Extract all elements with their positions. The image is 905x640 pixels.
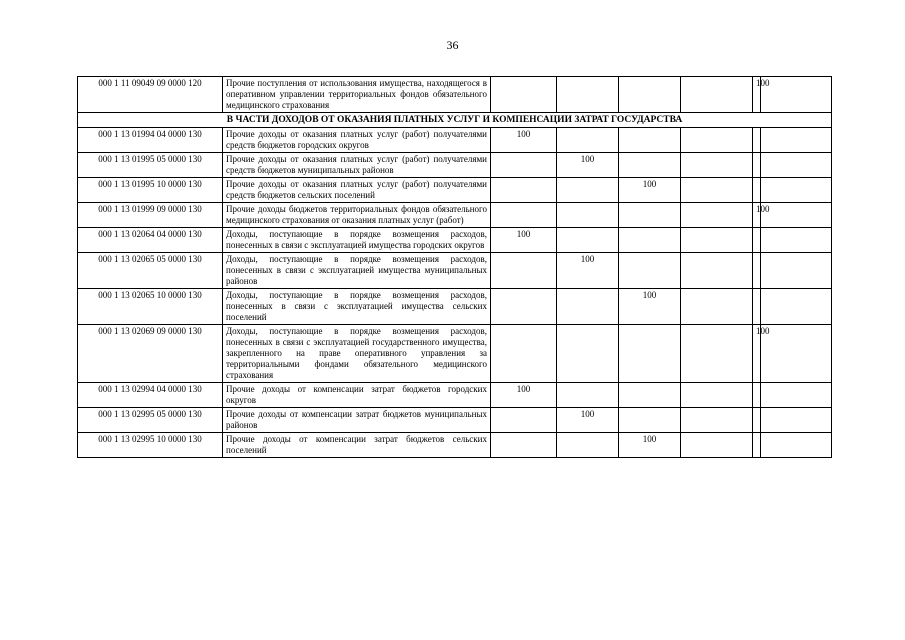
empty-value-cell [491, 77, 557, 113]
revenue-description-cell: Прочие доходы бюджетов территориальных фондов обязательного медицинского страхования от оказания платных услуг (работ) [223, 203, 491, 228]
percentage-value-cell: 100 [491, 383, 557, 408]
table-row [78, 325, 832, 383]
empty-value-cell [557, 383, 619, 408]
revenue-description-cell: Прочие доходы от оказания платных услуг (работ) получателями средств бюджетов сельских поселений [223, 178, 491, 203]
empty-value-cell [491, 325, 557, 383]
table-row [78, 433, 832, 458]
revenue-description-cell: Прочие доходы от компенсации затрат бюджетов городских округов [223, 383, 491, 408]
percentage-value-cell: 100 [619, 433, 681, 458]
empty-value-cell [557, 203, 619, 228]
empty-value-cell [557, 128, 619, 153]
percentage-value-cell: 100 [491, 228, 557, 253]
empty-value-cell [491, 433, 557, 458]
table-row [78, 289, 832, 325]
table-row [78, 77, 832, 113]
empty-value-cell [619, 253, 681, 289]
empty-value-cell [557, 289, 619, 325]
empty-value-cell [491, 203, 557, 228]
empty-value-cell [681, 253, 753, 289]
budget-code-cell: 000 1 13 02995 10 0000 130 [78, 433, 223, 458]
empty-value-cell [761, 408, 832, 433]
revenue-description-cell: Доходы, поступающие в порядке возмещения расходов, понесенных в связи с эксплуатацией имущества муниципальных районов [223, 253, 491, 289]
empty-value-cell [619, 153, 681, 178]
percentage-value-cell: 100 [753, 77, 761, 113]
budget-code-cell: 000 1 13 01994 04 0000 130 [78, 128, 223, 153]
revenue-description-cell: Прочие доходы от компенсации затрат бюджетов сельских поселений [223, 433, 491, 458]
empty-value-cell [619, 325, 681, 383]
budget-code-cell: 000 1 13 02065 10 0000 130 [78, 289, 223, 325]
table-body [78, 77, 832, 458]
empty-value-cell [753, 178, 761, 203]
empty-value-cell [681, 178, 753, 203]
empty-value-cell [753, 128, 761, 153]
empty-value-cell [619, 77, 681, 113]
budget-code-cell: 000 1 13 02995 05 0000 130 [78, 408, 223, 433]
percentage-value-cell: 100 [557, 253, 619, 289]
empty-value-cell [761, 433, 832, 458]
revenue-description-cell: Прочие доходы от компенсации затрат бюджетов муниципальных районов [223, 408, 491, 433]
empty-value-cell [761, 383, 832, 408]
table-row [78, 228, 832, 253]
revenue-description-cell: Доходы, поступающие в порядке возмещения расходов, понесенных в связи с эксплуатацией имущества городских округов [223, 228, 491, 253]
empty-value-cell [619, 383, 681, 408]
empty-value-cell [761, 325, 832, 383]
empty-value-cell [681, 325, 753, 383]
empty-value-cell [753, 153, 761, 178]
empty-value-cell [619, 203, 681, 228]
empty-value-cell [557, 77, 619, 113]
empty-value-cell [681, 433, 753, 458]
empty-value-cell [681, 203, 753, 228]
empty-value-cell [681, 77, 753, 113]
empty-value-cell [753, 408, 761, 433]
section-header-row [78, 113, 832, 128]
empty-value-cell [681, 228, 753, 253]
empty-value-cell [681, 153, 753, 178]
budget-code-cell: 000 1 11 09049 09 0000 120 [78, 77, 223, 113]
budget-code-cell: 000 1 13 02065 05 0000 130 [78, 253, 223, 289]
percentage-value-cell: 100 [557, 153, 619, 178]
table-row [78, 383, 832, 408]
empty-value-cell [761, 289, 832, 325]
revenue-description-cell: Доходы, поступающие в порядке возмещения расходов, понесенных в связи с эксплуатацией государственного имущества, закрепленного на праве оперативного управления за территориальными фондами обязательного медицинского страхования [223, 325, 491, 383]
empty-value-cell [557, 433, 619, 458]
budget-code-cell: 000 1 13 02994 04 0000 130 [78, 383, 223, 408]
empty-value-cell [681, 289, 753, 325]
empty-value-cell [681, 383, 753, 408]
table-row [78, 408, 832, 433]
section-title: В ЧАСТИ ДОХОДОВ ОТ ОКАЗАНИЯ ПЛАТНЫХ УСЛУГ И КОМПЕНСАЦИИ ЗАТРАТ ГОСУДАРСТВА [78, 113, 832, 128]
empty-value-cell [753, 433, 761, 458]
table-row [78, 203, 832, 228]
empty-value-cell [491, 153, 557, 178]
empty-value-cell [491, 289, 557, 325]
empty-value-cell [761, 253, 832, 289]
budget-code-cell: 000 1 13 01995 10 0000 130 [78, 178, 223, 203]
percentage-value-cell: 100 [619, 289, 681, 325]
empty-value-cell [619, 128, 681, 153]
budget-code-cell: 000 1 13 02064 04 0000 130 [78, 228, 223, 253]
percentage-value-cell: 100 [619, 178, 681, 203]
empty-value-cell [753, 253, 761, 289]
table-row [78, 253, 832, 289]
empty-value-cell [761, 203, 832, 228]
empty-value-cell [753, 289, 761, 325]
empty-value-cell [753, 228, 761, 253]
empty-value-cell [491, 253, 557, 289]
empty-value-cell [491, 408, 557, 433]
empty-value-cell [761, 178, 832, 203]
revenue-description-cell: Прочие доходы от оказания платных услуг (работ) получателями средств бюджетов муниципальных районов [223, 153, 491, 178]
empty-value-cell [557, 325, 619, 383]
budget-code-cell: 000 1 13 02069 09 0000 130 [78, 325, 223, 383]
budget-code-cell: 000 1 13 01999 09 0000 130 [78, 203, 223, 228]
empty-value-cell [761, 153, 832, 178]
empty-value-cell [681, 128, 753, 153]
empty-value-cell [761, 77, 832, 113]
budget-code-cell: 000 1 13 01995 05 0000 130 [78, 153, 223, 178]
revenue-distribution-table [77, 76, 832, 458]
empty-value-cell [557, 178, 619, 203]
empty-value-cell [619, 228, 681, 253]
percentage-value-cell: 100 [491, 128, 557, 153]
revenue-description-cell: Доходы, поступающие в порядке возмещения расходов, понесенных в связи с эксплуатацией имущества сельских поселений [223, 289, 491, 325]
empty-value-cell [619, 408, 681, 433]
table-row [78, 153, 832, 178]
page-number: 36 [446, 38, 459, 52]
revenue-description-cell: Прочие поступления от использования имущества, находящегося в оперативном управлении территориальных фондов обязательного медицинского страхования [223, 77, 491, 113]
empty-value-cell [761, 128, 832, 153]
table-row [78, 128, 832, 153]
empty-value-cell [761, 228, 832, 253]
empty-value-cell [681, 408, 753, 433]
table-row [78, 178, 832, 203]
percentage-value-cell: 100 [753, 325, 761, 383]
empty-value-cell [491, 178, 557, 203]
empty-value-cell [557, 228, 619, 253]
empty-value-cell [753, 383, 761, 408]
percentage-value-cell: 100 [557, 408, 619, 433]
revenue-description-cell: Прочие доходы от оказания платных услуг (работ) получателями средств бюджетов городских округов [223, 128, 491, 153]
percentage-value-cell: 100 [753, 203, 761, 228]
